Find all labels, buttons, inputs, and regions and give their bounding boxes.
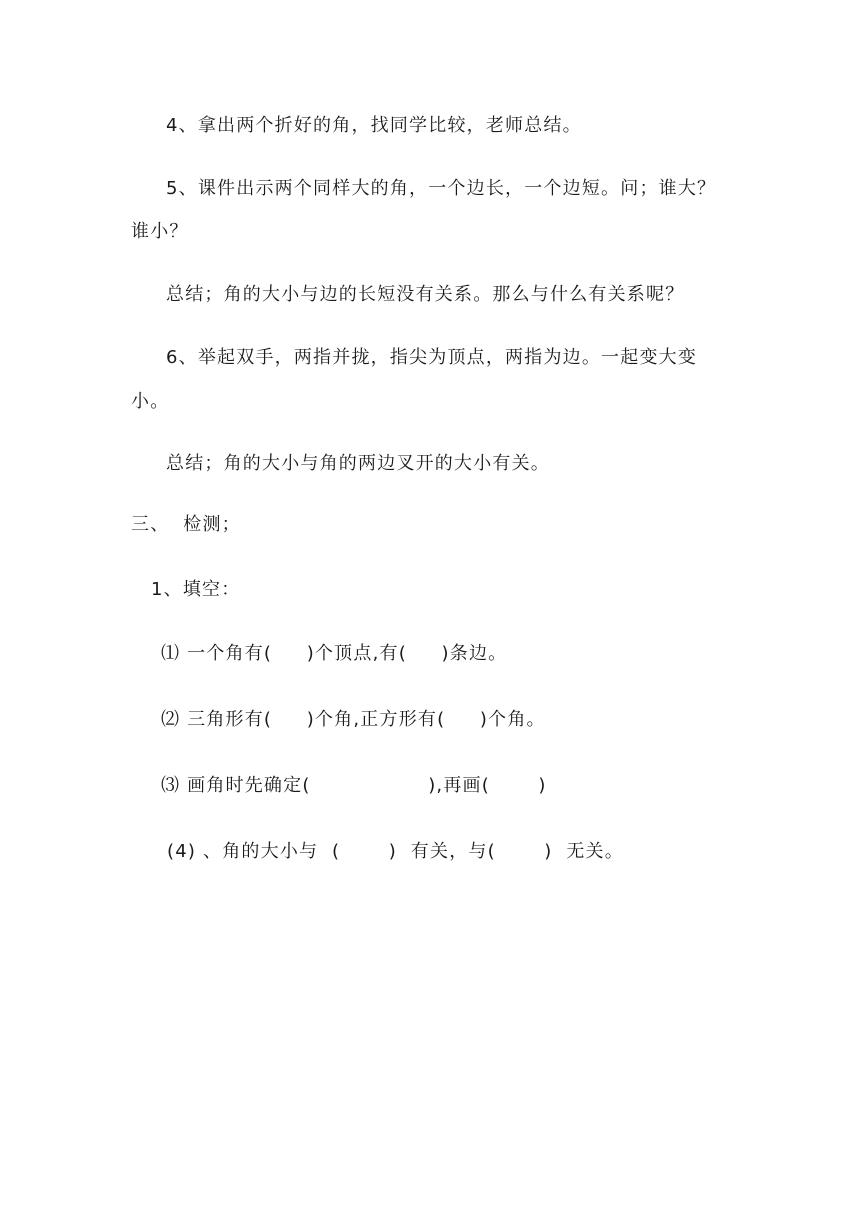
paragraph-summary-2: 总结；角的大小与角的两边叉开的大小有关。 bbox=[166, 453, 550, 474]
section-heading-test: 三、 检测； bbox=[131, 514, 241, 535]
paragraph-step-6: 6、举起双手，两指并拢，指尖为顶点，两指为边。一起变大变 bbox=[166, 347, 698, 368]
paragraph-summary-1: 总结；角的大小与边的长短没有关系。那么与什么有关系呢？ bbox=[166, 284, 685, 305]
question-3: ⑶ 画角时先确定( ),再画( ) bbox=[161, 775, 547, 796]
paragraph-step-4: 4、拿出两个折好的角，找同学比较，老师总结。 bbox=[166, 115, 582, 136]
paragraph-step-6-continued: 小。 bbox=[131, 391, 170, 412]
subheading-fill-in: 1、填空： bbox=[151, 579, 241, 600]
question-2: ⑵ 三角形有( )个角,正方形有( )个角。 bbox=[161, 709, 546, 730]
paragraph-step-5-continued: 谁小？ bbox=[131, 221, 189, 242]
question-4: (4) 、角的大小与 ( ) 有关，与( ) 无关。 bbox=[167, 841, 624, 862]
question-1: ⑴ 一个角有( )个顶点,有( )条边。 bbox=[161, 643, 508, 664]
paragraph-step-5: 5、课件出示两个同样大的角，一个边长，一个边短。问；谁大？ bbox=[166, 178, 717, 199]
